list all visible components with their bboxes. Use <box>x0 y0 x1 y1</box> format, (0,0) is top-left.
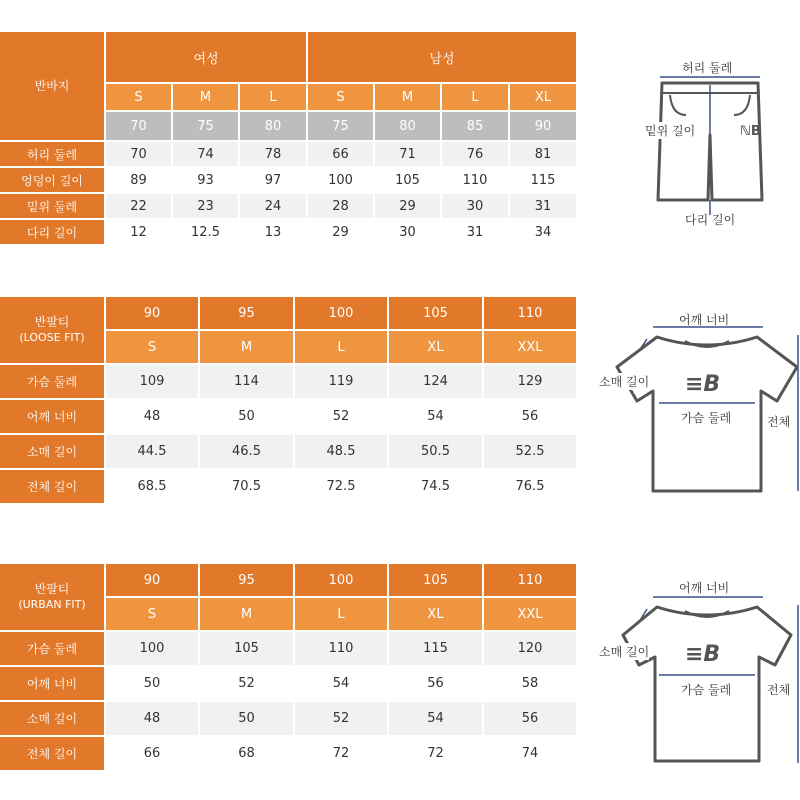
table-cell: 72.5 <box>295 470 389 505</box>
table-cell: 44.5 <box>106 435 200 470</box>
group-women: 여성 <box>106 32 308 84</box>
table-cell: 50 <box>200 702 295 737</box>
table-cell: 24 <box>240 194 308 220</box>
row-label: 전체 길이 <box>0 737 106 772</box>
shorts-table-title <box>0 32 106 142</box>
urban-tshirt-illustration <box>595 577 800 777</box>
table-cell: 100 <box>308 168 375 194</box>
row-label: 소매 길이 <box>0 702 106 737</box>
table-row <box>0 220 578 246</box>
table-cell: 46.5 <box>200 435 295 470</box>
urban-tshirt-diagram <box>595 577 800 777</box>
urban-chest-label: 가슴 둘레 <box>681 683 732 697</box>
size-number: 100 <box>295 297 389 331</box>
table-row <box>0 470 578 505</box>
svg-text:≡B: ≡B <box>685 642 721 667</box>
size-number: 105 <box>389 564 484 598</box>
size-number: 70 <box>106 112 173 142</box>
size-header: XL <box>510 84 578 112</box>
size-number: 90 <box>106 564 200 598</box>
loose-table-title <box>0 297 106 365</box>
table-cell: 23 <box>173 194 240 220</box>
size-number: 85 <box>442 112 510 142</box>
shorts-size-table <box>0 32 578 246</box>
table-cell: 72 <box>389 737 484 772</box>
size-header: S <box>308 84 375 112</box>
table-cell: 34 <box>510 220 578 246</box>
size-header: S <box>106 598 200 632</box>
size-header: XL <box>389 331 484 365</box>
table-row <box>0 737 578 772</box>
row-label: 엉덩이 길이 <box>0 168 106 194</box>
urban-shoulder-label: 어깨 너비 <box>679 581 730 595</box>
table-cell: 12 <box>106 220 173 246</box>
table-cell: 72 <box>295 737 389 772</box>
table-cell: 89 <box>106 168 173 194</box>
table-cell: 29 <box>375 194 442 220</box>
table-row <box>0 435 578 470</box>
table-cell: 48 <box>106 702 200 737</box>
shorts-waist-label: 허리 둘레 <box>682 61 733 75</box>
loose-tshirt-illustration <box>595 305 800 505</box>
size-header: S <box>106 84 173 112</box>
row-label: 어깨 너비 <box>0 667 106 702</box>
urban-fit-size-table <box>0 564 578 772</box>
table-cell: 74.5 <box>389 470 484 505</box>
table-cell: 29 <box>308 220 375 246</box>
loose-sleeve-label: 소매 길이 <box>599 375 650 389</box>
table-cell: 66 <box>308 142 375 168</box>
table-row <box>0 142 578 168</box>
table-cell: 71 <box>375 142 442 168</box>
row-label: 어깨 너비 <box>0 400 106 435</box>
table-cell: 110 <box>442 168 510 194</box>
shorts-rise-label: 밑위 길이 <box>645 124 696 138</box>
table-cell: 52.5 <box>484 435 578 470</box>
shorts-title-text: 반바지 <box>34 79 70 93</box>
urban-table-title <box>0 564 106 632</box>
urban-sleeve-label: 소매 길이 <box>599 645 650 659</box>
table-cell: 22 <box>106 194 173 220</box>
table-cell: 30 <box>442 194 510 220</box>
table-cell: 13 <box>240 220 308 246</box>
loose-shoulder-label: 어깨 너비 <box>679 313 730 327</box>
group-men: 남성 <box>308 32 578 84</box>
table-cell: 70 <box>106 142 173 168</box>
table-row <box>0 632 578 667</box>
table-cell: 105 <box>200 632 295 667</box>
row-label: 가슴 둘레 <box>0 632 106 667</box>
table-cell: 50 <box>106 667 200 702</box>
shorts-diagram <box>600 55 800 235</box>
table-cell: 100 <box>106 632 200 667</box>
table-cell: 66 <box>106 737 200 772</box>
row-label: 밑위 둘레 <box>0 194 106 220</box>
size-header: L <box>240 84 308 112</box>
size-number: 75 <box>173 112 240 142</box>
table-row <box>0 400 578 435</box>
table-cell: 109 <box>106 365 200 400</box>
table-row <box>0 667 578 702</box>
table-cell: 76.5 <box>484 470 578 505</box>
row-label: 소매 길이 <box>0 435 106 470</box>
shorts-rows <box>0 142 578 246</box>
table-cell: 110 <box>295 632 389 667</box>
size-number: 100 <box>295 564 389 598</box>
urban-title-line1: 반팔티 <box>34 582 70 596</box>
size-header: M <box>375 84 442 112</box>
table-cell: 115 <box>510 168 578 194</box>
shorts-illustration <box>600 55 800 235</box>
size-number: 90 <box>510 112 578 142</box>
size-number: 80 <box>240 112 308 142</box>
table-cell: 97 <box>240 168 308 194</box>
table-cell: 120 <box>484 632 578 667</box>
table-cell: 31 <box>442 220 510 246</box>
table-cell: 68 <box>200 737 295 772</box>
table-row <box>0 365 578 400</box>
size-number: 110 <box>484 297 578 331</box>
size-number: 90 <box>106 297 200 331</box>
svg-text:≡B: ≡B <box>685 372 721 397</box>
urban-total-label: 전체 <box>767 683 791 697</box>
table-cell: 48 <box>106 400 200 435</box>
table-cell: 52 <box>200 667 295 702</box>
loose-title-line1: 반팔티 <box>34 315 70 329</box>
table-cell: 93 <box>173 168 240 194</box>
size-number: 80 <box>375 112 442 142</box>
table-cell: 76 <box>442 142 510 168</box>
table-cell: 78 <box>240 142 308 168</box>
table-cell: 70.5 <box>200 470 295 505</box>
table-cell: 30 <box>375 220 442 246</box>
svg-text:ℕB: ℕB <box>740 124 761 139</box>
row-label: 전체 길이 <box>0 470 106 505</box>
table-cell: 56 <box>389 667 484 702</box>
size-header: S <box>106 331 200 365</box>
size-header: M <box>200 331 295 365</box>
shorts-leg-label: 다리 길이 <box>685 213 736 227</box>
table-cell: 56 <box>484 400 578 435</box>
table-cell: 124 <box>389 365 484 400</box>
loose-rows <box>0 365 578 505</box>
table-cell: 129 <box>484 365 578 400</box>
loose-total-label: 전체 <box>767 415 791 429</box>
urban-rows <box>0 632 578 772</box>
size-number: 105 <box>389 297 484 331</box>
size-header: L <box>442 84 510 112</box>
table-row <box>0 194 578 220</box>
row-label: 다리 길이 <box>0 220 106 246</box>
loose-tshirt-diagram <box>595 305 800 505</box>
size-header: M <box>200 598 295 632</box>
size-header: L <box>295 598 389 632</box>
table-cell: 119 <box>295 365 389 400</box>
table-cell: 54 <box>295 667 389 702</box>
size-header: L <box>295 331 389 365</box>
loose-fit-size-table <box>0 297 578 505</box>
loose-title-line2: (LOOSE FIT) <box>19 331 85 344</box>
table-cell: 115 <box>389 632 484 667</box>
table-row <box>0 168 578 194</box>
row-label: 허리 둘레 <box>0 142 106 168</box>
table-cell: 58 <box>484 667 578 702</box>
row-label: 가슴 둘레 <box>0 365 106 400</box>
table-cell: 68.5 <box>106 470 200 505</box>
table-cell: 50 <box>200 400 295 435</box>
size-number: 110 <box>484 564 578 598</box>
size-header: XXL <box>484 598 578 632</box>
table-cell: 52 <box>295 400 389 435</box>
table-row <box>0 702 578 737</box>
table-cell: 12.5 <box>173 220 240 246</box>
size-number: 75 <box>308 112 375 142</box>
size-number: 95 <box>200 297 295 331</box>
table-cell: 74 <box>484 737 578 772</box>
table-cell: 105 <box>375 168 442 194</box>
urban-title-line2: (URBAN FIT) <box>18 598 86 611</box>
table-cell: 81 <box>510 142 578 168</box>
table-cell: 114 <box>200 365 295 400</box>
size-header: XL <box>389 598 484 632</box>
table-cell: 54 <box>389 702 484 737</box>
table-cell: 52 <box>295 702 389 737</box>
size-header: M <box>173 84 240 112</box>
table-cell: 50.5 <box>389 435 484 470</box>
table-cell: 48.5 <box>295 435 389 470</box>
table-cell: 56 <box>484 702 578 737</box>
table-cell: 31 <box>510 194 578 220</box>
table-cell: 28 <box>308 194 375 220</box>
size-header: XXL <box>484 331 578 365</box>
size-number: 95 <box>200 564 295 598</box>
table-cell: 74 <box>173 142 240 168</box>
table-cell: 54 <box>389 400 484 435</box>
loose-chest-label: 가슴 둘레 <box>681 411 732 425</box>
